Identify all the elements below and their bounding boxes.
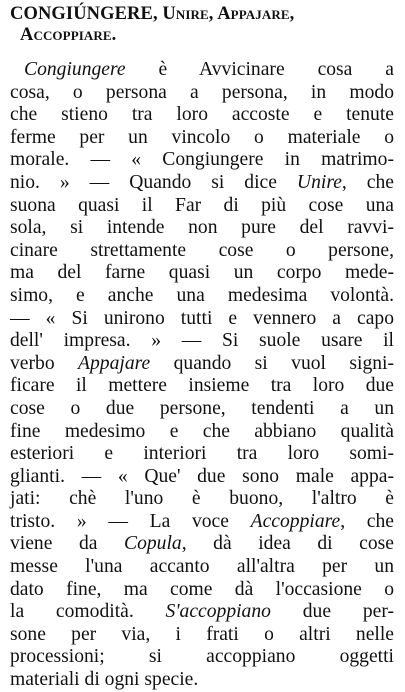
text-segment: cose o due persone, tendenti a un (10, 397, 394, 419)
text-segment: materiali di ogni specie. (10, 669, 199, 691)
body-line (10, 217, 394, 240)
italic-term: Accoppiare (250, 510, 341, 532)
text-segment: , che (341, 171, 394, 193)
italic-term: Copula (124, 533, 182, 555)
body-line (10, 375, 394, 398)
body-line (10, 195, 394, 218)
italic-term: S'accoppiano (165, 601, 271, 623)
body-line (10, 466, 394, 489)
text-segment: cinare strettamente cose o persone, (10, 239, 394, 261)
text-segment: verbo (10, 352, 79, 374)
body-line (10, 646, 394, 669)
text-segment: morale. — « Congiungere in matrimo- (10, 149, 394, 171)
text-segment: che stieno tra loro accoste e tenute (10, 104, 394, 126)
body-line (10, 285, 394, 308)
text-segment: suona quasi il Far di più cose una (10, 194, 394, 216)
body-line (10, 262, 394, 285)
body-line (10, 421, 394, 444)
heading-line-1: CONGIÚNGERE, Unire, Appajare, (10, 4, 295, 24)
body-line (10, 149, 394, 172)
text-segment: viene da (10, 533, 125, 555)
body-line (10, 601, 394, 624)
text-segment: è Avvicinare cosa a (125, 59, 394, 80)
text-segment: ficare il mettere insieme tra loro due (10, 375, 394, 397)
body-line (10, 353, 394, 376)
body-line (10, 240, 394, 263)
body-line (10, 556, 394, 579)
body-line (10, 308, 394, 331)
text-segment: esteriori e interiori tra loro somi- (10, 443, 394, 465)
text-segment: due per- (270, 601, 394, 623)
body-line (10, 443, 394, 466)
text-segment: sone per via, i frati o altri nelle (10, 623, 394, 645)
heading-line-2: Accoppiare. (20, 25, 117, 45)
text-segment: ma del farne quasi un corpo mede- (10, 262, 394, 284)
body-line (10, 172, 394, 195)
text-segment: processioni; si accoppiano oggetti (10, 646, 394, 668)
text-segment: cosa, o persona a persona, in modo (10, 81, 394, 103)
italic-term: Unire (296, 171, 342, 193)
body-line (10, 59, 394, 82)
text-segment: fine medesimo e che abbiano qualità (10, 420, 394, 442)
text-segment: , che (340, 510, 394, 532)
text-segment: tristo. » — La voce (10, 510, 251, 532)
body-line (10, 127, 394, 150)
body-line (10, 579, 394, 602)
body-line (10, 669, 394, 692)
body-line (10, 330, 394, 353)
text-segment: messe l'una accanto all'altra per un (10, 556, 394, 578)
text-segment: glianti. — « Que' due sono male appa- (10, 465, 394, 487)
dictionary-page (10, 4, 400, 692)
text-segment: nio. » — Quando si dice (10, 171, 297, 193)
text-segment: quando si vuol signi- (150, 352, 395, 374)
text-segment: simo, e anche una medesima volontà. (10, 284, 394, 306)
text-segment: dato fine, ma come dà l'occasione o (10, 578, 394, 600)
text-segment: jati: chè l'uno è buono, l'altro è (10, 488, 394, 510)
italic-term: Appajare (78, 352, 151, 374)
italic-term: Congiungere (24, 59, 126, 80)
body-line (10, 82, 394, 105)
body-line (10, 533, 394, 556)
text-segment: — « Si unirono tutti e vennero a capo (10, 307, 394, 329)
text-segment: sola, si intende non pure del ravvi- (10, 217, 394, 239)
body-line (10, 624, 394, 647)
text-segment: dell' impresa. » — Si suole usare il (10, 330, 394, 352)
text-segment: ferme per un vincolo o materiale o (10, 126, 394, 148)
body-line (10, 488, 394, 511)
entry-body (10, 59, 400, 692)
text-segment: la comodità. (10, 601, 166, 623)
text-segment: , dà idea di cose (181, 533, 394, 555)
body-line (10, 398, 394, 421)
body-line (10, 511, 394, 534)
entry-heading (10, 4, 400, 46)
body-line (10, 104, 394, 127)
